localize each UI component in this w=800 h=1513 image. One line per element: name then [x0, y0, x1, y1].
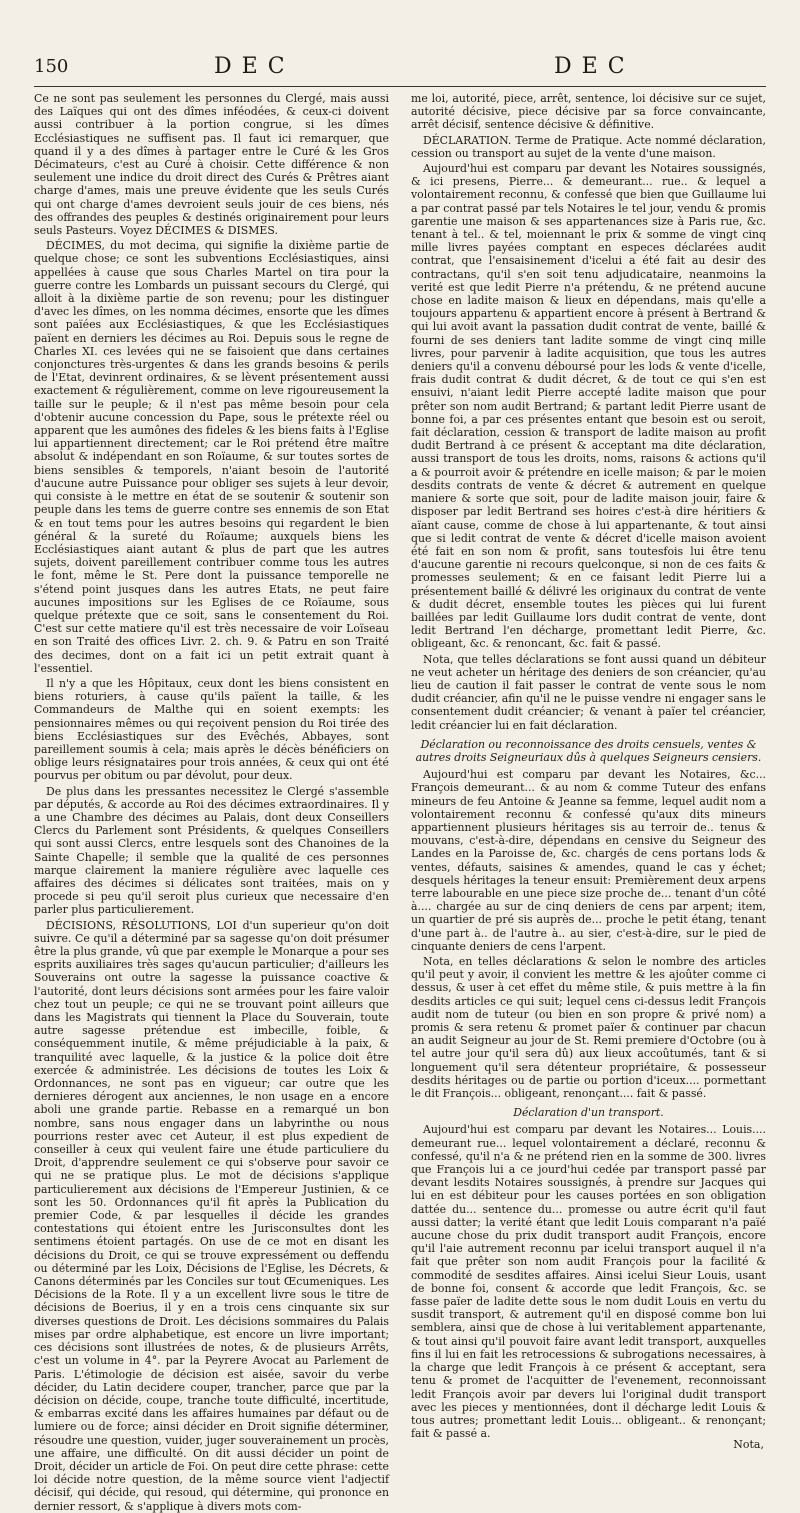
- entry-declaration: DÉCLARATION. Terme de Pratique. Acte nommé déclaration, cession ou transport au sujet de la vente d'une maison.: [411, 133, 766, 160]
- paragraph-transport: Aujourd'hui est comparu par devant les Notaires... Louis.... demeurant rue... lequel volontairement a déclaré, reconnu & confessé, qu'il n'a & ne prétend rien en la somme de 300. livres que François lui a ce jourd'hui cedée par transport passé par devant lesdits Notaires soussignés, à prendre sur Jacques qui lui en est débiteur pour les causes portées en son obligation dattée du... sentence du... promesse ou autre écrit qu'il faut aussi datter; la verité étant que ledit Louis comparant n'a païé aucune chose du prix dudit transport audit François, encore qu'il l'aie autrement reconnu par icelui transport auquel il n'a fait que prêter son nom audit François pour la facilité & commodité de sesdites affaires. Ainsi icelui Sieur Louis, usant de bonne foi, consent & accorde que ledit François, &c. se fasse païer de ladite dette sous le nom dudit Louis en vertu du susdit transport, & autrement qu'il en disposé comme bon lui semblera, ainsi que de chose à lui veritablement appartenante, & tout ainsi qu'il pouvoit faire avant ledit transport, auxquelles fins il lui en fait les retrocessions & subrogations necessaires, à la charge que ledit François à ce présent & acceptant, sera tenu & promet de l'acquitter de l'evenement, reconnoissant ledit François avoir par devers lui l'original dudit transport avec les pieces y mentionnées, dont il décharge ledit Louis & tous autres; promettant ledit Louis... obligeant.. & renonçant; fait & passé a.: [411, 1123, 766, 1441]
- left-column: [34, 92, 389, 1513]
- heading-droits-censuels: Déclaration ou reconnoissance des droits censuels, ventes & autres droits Seigneuriaux dûs à quelques Seigneurs censiers.: [415, 737, 762, 764]
- paragraph-hopitaux: Il n'y a que les Hôpitaux, ceux dont les biens consistent en biens roturiers, à cause qu'ils païent la taille, & les Commandeurs de Malthe qui en soient exempts: les pensionnaires mêmes ou qui reçoivent pension du Roi tirée des biens Ecclésiastiques sur des Evêchés, Abbayes, sont pareillement soumis à cela; mais après le décès bénéficiers on oblige leurs résignataires pour trois années, & ceux qui ont été pourvus per obitum ou par dévolut, pour deux.: [34, 676, 389, 783]
- paragraph-dimes: Ce ne sont pas seulement les personnes du Clergé, mais aussi des Laïques qui ont des dîmes inféodées, & ceux-ci doivent aussi contribuer à la portion congrue, si les dîmes Ecclésiastiques ne suffisent pas. Il faut ici remarquer, que quand il y a des dîmes à partager entre le Curé & les Gros Décimateurs, c'est au Curé à choisir. Cette différence & non seulement une indice du droit direct des Curés & Prêtres aiant charge d'ames, mais une preuve évidente que les seuls Curés qui ont charge d'ames devroient seuls jouir de ces biens, nés des offrandes des peuples & destinés originairement pour leurs seuls Pasteurs. Voyez DÉCIMES & DISMES.: [34, 92, 389, 238]
- catchword: Nota,: [733, 1438, 764, 1451]
- paragraph-chambre-decimes: De plus dans les pressantes necessitez le Clergé s'assemble par députés, & accorde au Roi des décimes extraordinaires. Il y a une Chambre des décimes au Palais, dont deux Conseillers Clercs du Parlement sont Présidents, & quelques Conseillers qui sont aussi Clercs, entre lesquels sont des Chanoines de la Sainte Chapelle; il semble que la qualité de ces personnes marque clairement la maniere régulière avec laquelle ces affaires des décimes si délicates sont traitées, mais on y procede si peu qu'il seroit plus curieux que necessaire d'en parler plus particulierement.: [34, 784, 389, 917]
- page-header: [34, 52, 766, 87]
- entry-decisions: DÉCISIONS, RÉSOLUTIONS, LOI d'un superieur qu'on doit suivre. Ce qu'il a déterminé par sa sagesse qu'on doit présumer être la plus grande, vû que par exemple le Monarque a pour ses esprits auxiliaires très sages qu'aucun particulier; d'ailleurs les Souverains ont outre la sagesse la puissance coactive & l'autorité, dont leurs décisions sont armées pour les faire valoir chez tout un peuple; ce qui ne se trouvant point ailleurs que dans les Magistrats qui tiennent la Place du Souverain, toute autre sagesse prétendue est imbecille, foible, & conséquemment inutile, & même préjudiciable à la paix, & tranquilité avec laquelle, & la justice & la police doit être exercée & administrée. Les décisions de toutes les Loix & Ordonnances, ne sont pas en vigueur; car outre que les dernieres dérogent aux anciennes, le non usage en a encore aboli une grande partie. Rebasse en a remarqué un bon nombre, sans nous engager dans un labyrinthe ou nous pourrions rester avec cet Auteur, il est plus expedient de conseiller à ceux qui veulent faire une étude particuliere du Droit, d'apprendre seulement ce qui s'observe pour savoir ce qui ne se pratique plus. Le mot de décisions s'applique particulierement aux décisions de l'Empereur Justinien, & ce sont les 50. Ordonnances qu'il fit après la Publication du premier Code, & par lesquelles il décide les grandes contestations qui étoient entre les Jurisconsultes dont les sentimens étoient partagés. On use de ce mot en disant les décisions du Droit, ce qui se trouve expressément ou deffendu ou déterminé par les Loix, Décisions de l'Eglise, les Décrets, & Canons déterminés par les Conciles sur tout Œcumeniques. Les Décisions de la Rote. Il y a un excellent livre sous le titre de décisions de Boerius, il y en a trois cens cinquante six sur diverses questions de Droit. Les décisions sommaires du Palais mises par ordre alphabetique, est encore un livre important; ces décisions sont illustrées de notes, & de plusieurs Arrêts, c'est un volume in 4°. par la Peyrere Avocat au Parlement de Paris. L'étimologie de décision est aisée, savoir du verbe décider, du Latin decidere couper, trancher, parce que par la décision on décide, coupe, tranche toute difficulté, incertitude, & embarras excité dans les affaires humaines par défaut ou de lumiere ou de force; ainsi décider en Droit signifie déterminer, résoudre une question, vuider, juger souverainement un procès, une affaire, une difficulté. On dit aussi décider un point de Droit, décider un article de Foi. On peut dire cette phrase: cette loi décide notre question, de la même source vient l'adjectif décisif, qui décide, qui resoud, qui détermine, qui prononce en dernier ressort, & s'applique à divers mots com-: [34, 918, 389, 1513]
- paragraph-acte-maison: Aujourd'hui est comparu par devant les Notaires soussignés, & ici presens, Pierre... & demeurant... rue.. & lequel a volontairement reconnu, & confessé que bien que Guillaume lui a par contrat passé par tels Notaires le tel jour, vendu & promis garentie une maison & ses appartenances size à Paris rue, &c. tenant à tel.. & tel, moiennant le prix & somme de vingt cinq mille livres payées comptant en especes déclarées audit contrat, que l'ensaisinement d'icelui a été fait au desir des contractans, qu'il s'en soit tenu adjudicataire, neanmoins la verité est que ledit Pierre n'a prétendu, & ne prétend aucune chose en ladite maison & lieux en dépendans, mais qu'elle a toujours appartenu & appartient encore à présent à Bertrand & qui lui avoit avant la passation dudit contrat de vente, baillé & fourni de ses deniers tant ladite somme de vingt cinq mille livres, pour parvenir à ladite acquisition, que tous les autres deniers qu'il a convenu déboursé pour les lods & vente d'icelle, frais dudit contrat & dudit décret, & de tout ce qui s'en est ensuivi, n'aiant ledit Pierre accepté ladite maison que pour prêter son nom audit Bertrand; & partant ledit Pierre usant de bonne foi, a par ces présentes entant que besoin est ou seroit, fait déclaration, cession & transport de ladite maison au profit dudit Bertrand à ce présent & acceptant ma dite déclaration, aussi transport de tous les droits, noms, raisons & actions qu'il a & pourroit avoir & prétendre en icelle maison; & par le moien desdits contrats de vente & décret & autrement en quelque maniere & sorte que soit, pour de ladite maison jouir, faire & disposer par ledit Bertrand ses hoires c'est-à dire héritiers & aïant cause, comme de chose à lui appartenante, & tout ainsi que si ledit contrat de vente & décret d'icelle maison avoient été fait en son nom & profit, sans toutesfois lui être tenu d'aucune garentie ni recours quelconque, si non de ces faits & promesses seulement; & en ce faisant ledit Pierre lui a présentement baillé & délivré les originaux du contrat de vente & dudit décret, ensemble toutes les pièces qui lui furent baillées par ledit Guillaume lors dudit contrat de vente, dont ledit Bertrand l'en décharge, promettant ledit Pierre, &c. obligeant, &c. & renoncant, &c. fait & passé.: [411, 162, 766, 651]
- heading-transport: Déclaration d'un transport.: [513, 1106, 664, 1120]
- running-title-right: DEC: [554, 54, 635, 79]
- running-title-left: DEC: [214, 54, 295, 79]
- paragraph-censuels: Aujourd'hui est comparu par devant les Notaires, &c... François demeurant... & au nom & comme Tuteur des enfans mineurs de feu Antoine & Jeanne sa femme, lequel audit nom a volontairement reconnu & confessé qu'aux dits mineurs appartiennent plusieurs héritages sis au terroir de.. tenus & mouvans, c'est-à-dire, dépendans en censive du Seigneur des Landes en la Paroisse de, &c. chargés de cens portans lods & ventes, défauts, saisines & amendes, quand le cas y échet; desquels héritages la teneur ensuit: Premièrement deux arpens terre labourable en une piece size proche de... tenant d'un côté à.... chargée au sur de cinq deniers de cens par arpent; item, un quartier de pré sis auprès de... proche le petit étang, tenant d'une part à.. de l'autre à.. au sier, c'est-à-dire, sur le pied de cinquante deniers de cens l'arpent.: [411, 768, 766, 953]
- entry-decimes: DÉCIMES, du mot decima, qui signifie la dixième partie de quelque chose; ce sont les subventions Ecclésiastiques, ainsi appellées à cause que sous Charles Martel on tira pour la guerre contre les Lombards un puissant secours du Clergé, qui alloit à la dixième partie de son revenu; pour les distinguer d'avec les dîmes, on les nomma décimes, ensorte que les dîmes sont païées aux Ecclésiastiques, & que les Ecclésiastiques païent en derniers les décimes au Roi. Depuis sous le regne de Charles XI. ces levées qui ne se faisoient que dans certaines conjonctures très-urgentes & dans les grands besoins & perils de l'Etat, devinrent ordinaires, & se lèvent présentement aussi exactement & régulièrement, comme on leve rigoureusement la taille sur le peuple; & il n'est pas même besoin pour cela d'obtenir aucune concession du Pape, sous le prétexte réel ou apparent que les aumônes des fideles & les biens faits à l'Eglise lui appartiennent directement; car le Roi prétend être maître absolut & indépendant en son Roïaume, & sur toutes sortes de biens sensibles & temporels, n'aiant besoin de l'autorité d'aucune autre Puissance pour obliger ses sujets à leur devoir, qui consiste à le mettre en état de se soutenir & soutenir son peuple dans les tems de guerre contre ses ennemis de son Etat & en tout tems pour les autres besoins qui regardent le bien général & la sureté du Roïaume; auxquels biens les Ecclésiastiques aiant autant & plus de part que les autres sujets, doivent pareillement contribuer comme tous les autres le font, même le St. Pere dont la puissance temporelle ne s'étend point jusques dans les autres Etats, ne peut faire aucunes impositions sur les Eglises de ce Roïaume, sous quelque prétexte que ce soit, sans le consentement du Roi. C'est sur cette matiere qu'il est très necessaire de voir Loïseau en son Traité des offices Livr. 2. ch. 9. & Patru en son Traité des decimes, dont on a fait ici un petit extrait quant à l'essentiel.: [34, 239, 389, 675]
- paragraph-continuation: me loi, autorité, piece, arrêt, sentence, loi décisive sur ce sujet, autorité décisive, piece décisive par sa force convaincante, arrêt décisif, sentence décisive & définitive.: [411, 92, 766, 132]
- paragraph-nota-debiteur: Nota, que telles déclarations se font aussi quand un débiteur ne veut acheter un héritage des deniers de son créancier, qu'au lieu de caution il fait passer le contrat de vente sous le nom dudit créancier, afin qu'il ne le puisse vendre ni engager sans le consentement dudit créancier; & venant à païer tel créancier, ledit créancier lui en fait déclaration.: [411, 652, 766, 732]
- right-column: [411, 92, 766, 1443]
- page-number: 150: [34, 56, 69, 77]
- paragraph-nota-articles: Nota, en telles déclarations & selon le nombre des articles qu'il peut y avoir, il convient les mettre & les ajoûter comme ci dessus, & user à cet effet du même stile, & puis mettre à la fin desdits articles ce qui suit; lequel cens ci-dessus ledit François audit nom de tuteur (ou bien en son propre & privé nom) a promis & sera retenu & promet païer & continuer par chacun an audit Seigneur au jour de St. Remi premiere d'Octobre (ou à tel autre jour qu'il sera dû) aux lieux accoûtumés, tant & si longuement qu'il sera détenteur propriétaire, & possesseur desdits héritages ou de partie ou portion d'iceux.... pormettant le dit François... obligeant, renonçant.... fait & passé.: [411, 955, 766, 1101]
- two-column-body: [34, 92, 766, 1513]
